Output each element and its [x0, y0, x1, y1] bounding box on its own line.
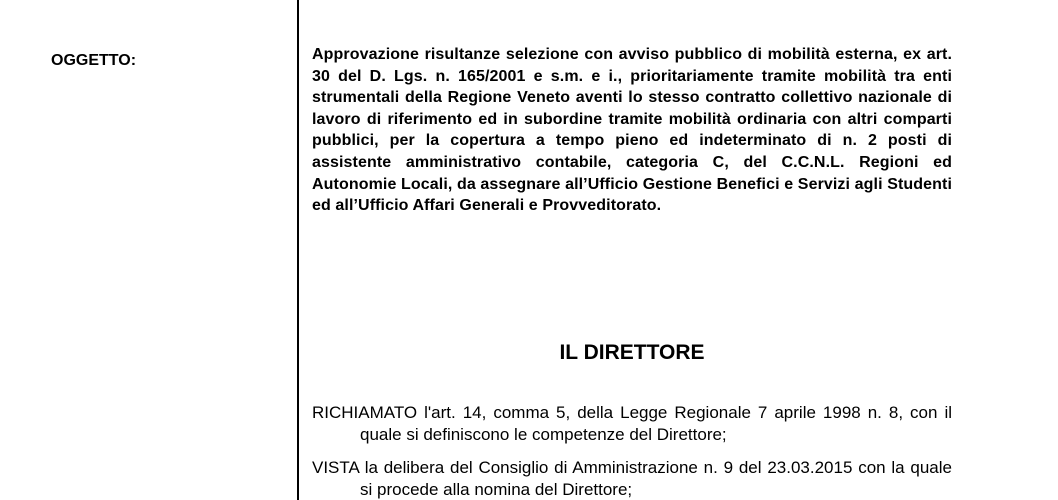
- column-divider: [297, 0, 299, 500]
- subject-label: OGGETTO:: [51, 52, 137, 69]
- paragraph-vista: VISTA la delibera del Consiglio di Amministrazione n. 9 del 23.03.2015 con la quale si procede alla nomina del Direttore;: [312, 458, 952, 499]
- section-heading: IL DIRETTORE: [559, 341, 705, 364]
- paragraph-richiamato: RICHIAMATO l'art. 14, comma 5, della Legge Regionale 7 aprile 1998 n. 8, con il quale si definiscono le competenze del Direttore;: [312, 403, 952, 444]
- subject-text: Approvazione risultanze selezione con avviso pubblico di mobilità esterna, ex art. 30 del D. Lgs. n. 165/2001 e s.m. e i., prioritariamente tramite mobilità tra enti strumentali della Regione Veneto aventi lo stesso contratto collettivo nazionale di lavoro di riferimento ed in subordine tramite mobilità ordinaria con altri comparti pubblici, per la copertura a tempo pieno ed indeterminato di n. 2 posti di assistente amministrativo contabile, categoria C, del C.C.N.L. Regioni ed Autonomie Locali, da assegnare all’Ufficio Gestione Benefici e Servizi agli Studenti ed all’Ufficio Affari Generali e Provveditorato.: [312, 46, 952, 215]
